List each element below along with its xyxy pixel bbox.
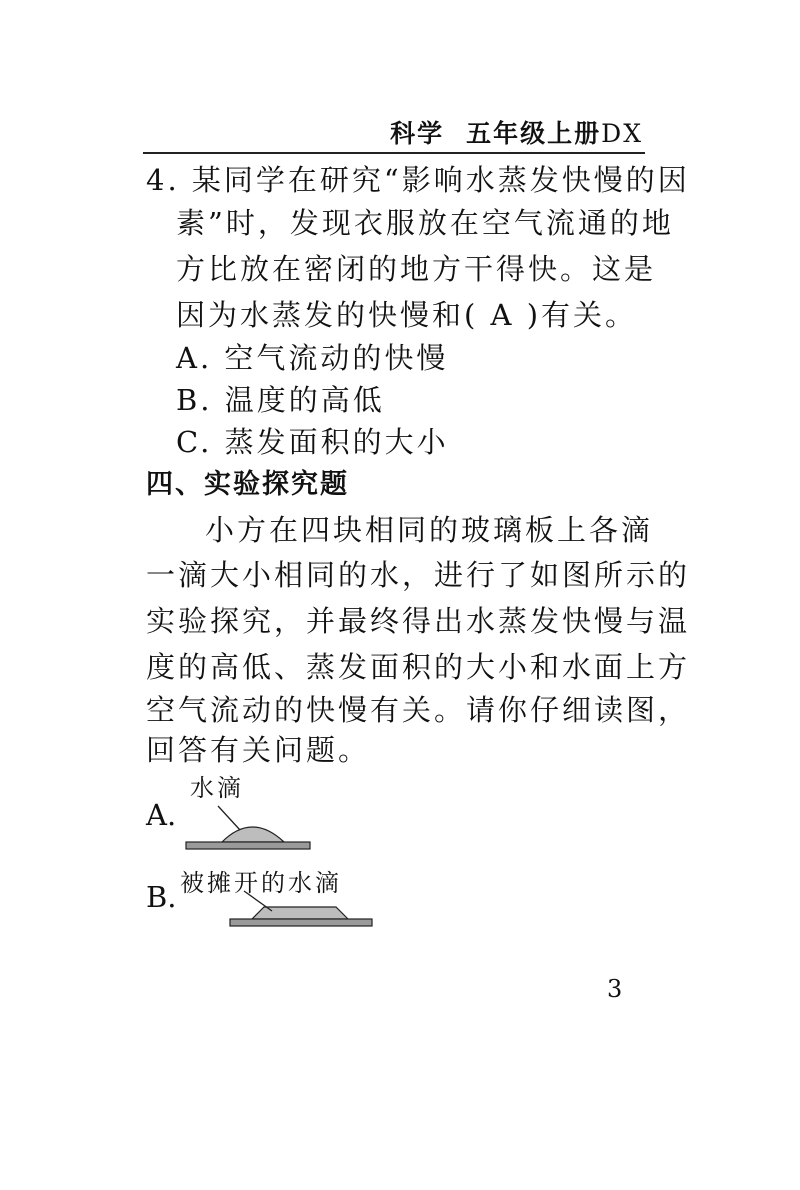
header-grade: 五年级上册 xyxy=(466,119,602,148)
paragraph-line-6: 回答有关问题。 xyxy=(146,733,371,767)
paragraph-line-5: 空气流动的快慢有关。请你仔细读图， xyxy=(146,693,691,727)
q4-option-c: C. 蒸发面积的大小 xyxy=(176,425,449,459)
figure-a-label: 水滴 xyxy=(190,774,244,802)
q4-option-a: A. 空气流动的快慢 xyxy=(176,341,449,375)
q4-line-1: 4. 某同学在研究“影响水蒸发快慢的因 xyxy=(146,163,690,197)
glass-plate-a xyxy=(186,842,310,849)
figure-b-label: 被摊开的水滴 xyxy=(180,869,342,897)
q4-option-b: B. 温度的高低 xyxy=(176,383,385,417)
section-title: 四、实验探究题 xyxy=(146,469,349,500)
water-drop-icon xyxy=(222,827,284,842)
q4-line-2: 素”时，发现衣服放在空气流通的地 xyxy=(176,206,674,240)
paragraph-line-1: 小方在四块相同的玻璃板上各滴 xyxy=(205,513,654,547)
figure-a-letter: A. xyxy=(146,798,177,832)
q4-line-4: 因为水蒸发的快慢和( A )有关。 xyxy=(176,298,638,332)
spread-water-drop-icon xyxy=(252,907,348,919)
figure-a-drawing xyxy=(186,806,310,849)
header-edition: DX xyxy=(601,119,643,148)
header-subject: 科学 xyxy=(390,119,445,148)
pointer-line-a xyxy=(218,806,240,830)
paragraph-line-4: 度的高低、蒸发面积的大小和水面上方 xyxy=(146,650,691,684)
glass-plate-b xyxy=(230,919,372,926)
paragraph-line-2: 一滴大小相同的水，进行了如图所示的 xyxy=(146,558,691,592)
q4-line-3: 方比放在密闭的地方干得快。这是 xyxy=(176,252,657,286)
figure-b-letter: B. xyxy=(146,880,177,914)
page-number: 3 xyxy=(607,975,623,1003)
paragraph-line-3: 实验探究，并最终得出水蒸发快慢与温 xyxy=(146,604,691,638)
